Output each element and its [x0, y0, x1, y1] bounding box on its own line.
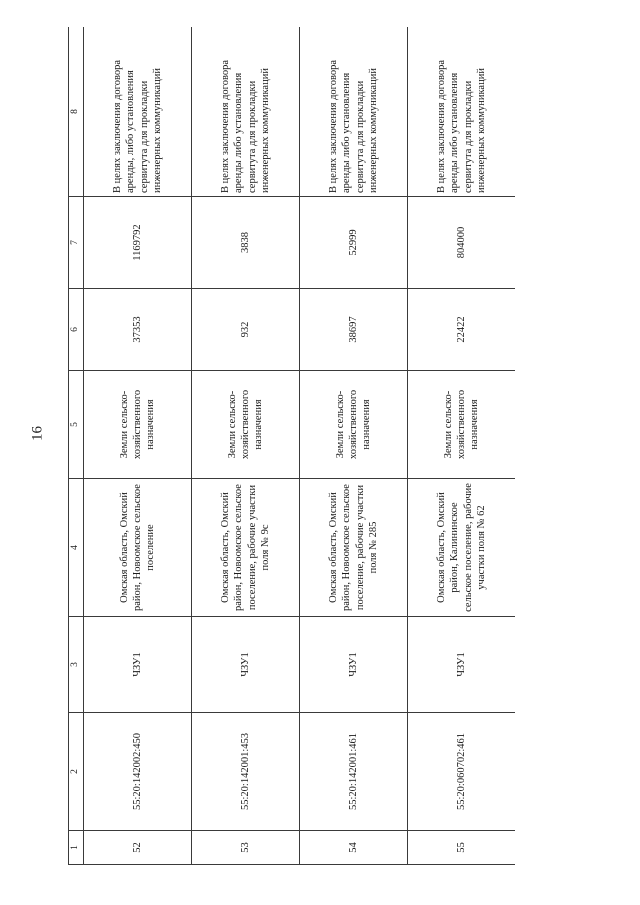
- plot-location: Омская область, Омский район, Калининское сельское поселение, рабочие участки поля № 62: [408, 479, 516, 617]
- plot-area: 22422: [408, 289, 516, 371]
- plot-area: 38697: [300, 289, 408, 371]
- row-number: 54: [300, 831, 408, 865]
- cadastral-number: 55:20:142001:453: [192, 713, 300, 831]
- column-header-3: 3: [69, 617, 84, 713]
- plot-area: 37353: [84, 289, 192, 371]
- table-row: [408, 27, 516, 865]
- zone-designation: ЧЗУ1: [84, 617, 192, 713]
- table-row: [192, 27, 300, 865]
- row-number: 53: [192, 831, 300, 865]
- column-header-5: 5: [69, 371, 84, 479]
- row-number: 52: [84, 831, 192, 865]
- cadastral-number: 55:20:142002:450: [84, 713, 192, 831]
- land-plots-table: [68, 27, 515, 865]
- land-category: Земли сельско-хозяйственного назначения: [192, 371, 300, 479]
- plot-cost: 52999: [300, 197, 408, 289]
- zone-designation: ЧЗУ1: [192, 617, 300, 713]
- land-category: Земли сельско-хозяйственного назначения: [300, 371, 408, 479]
- cadastral-number: 55:20:060702:461: [408, 713, 516, 831]
- plot-location: Омская область, Омский район, Новоомское сельское поселение, рабочие участки поля № 285: [300, 479, 408, 617]
- plot-cost: 3838: [192, 197, 300, 289]
- row-number: 55: [408, 831, 516, 865]
- plot-cost: 1169792: [84, 197, 192, 289]
- zone-designation: ЧЗУ1: [408, 617, 516, 713]
- land-category: Земли сельско-хозяйственного назначения: [84, 371, 192, 479]
- table-rotation-frame: [68, 27, 515, 865]
- land-category: Земли сельско-хозяйственного назначения: [408, 371, 516, 479]
- plot-location: Омская область, Омский район, Новоомское сельское поселение, рабочие участки поля № 9с: [192, 479, 300, 617]
- zone-designation: ЧЗУ1: [300, 617, 408, 713]
- plot-area: 932: [192, 289, 300, 371]
- column-header-6: 6: [69, 289, 84, 371]
- column-header-8: 8: [69, 27, 84, 197]
- column-header-1: 1: [69, 831, 84, 865]
- usage-purpose: В целях заключения договора аренды либо установления сервитута для прокладки инженерных коммуникаций: [192, 27, 300, 197]
- table-row: [84, 27, 192, 865]
- page-number: 16: [29, 426, 46, 441]
- usage-purpose: В целях заключения договора аренды либо установления сервитута для прокладки инженерных коммуникаций: [300, 27, 408, 197]
- table-row: [300, 27, 408, 865]
- plot-location: Омская область, Омский район, Новоомское сельское поселение: [84, 479, 192, 617]
- table-header-row: [69, 27, 84, 865]
- column-header-7: 7: [69, 197, 84, 289]
- cadastral-number: 55:20:142001:461: [300, 713, 408, 831]
- column-header-2: 2: [69, 713, 84, 831]
- column-header-4: 4: [69, 479, 84, 617]
- usage-purpose: В целях заключения договора аренды, либо установления сервитута для прокладки инженерных коммуникаций: [84, 27, 192, 197]
- plot-cost: 804000: [408, 197, 516, 289]
- usage-purpose: В целях заключения договора аренды либо установления сервитута для прокладки инженерных коммуникаций: [408, 27, 516, 197]
